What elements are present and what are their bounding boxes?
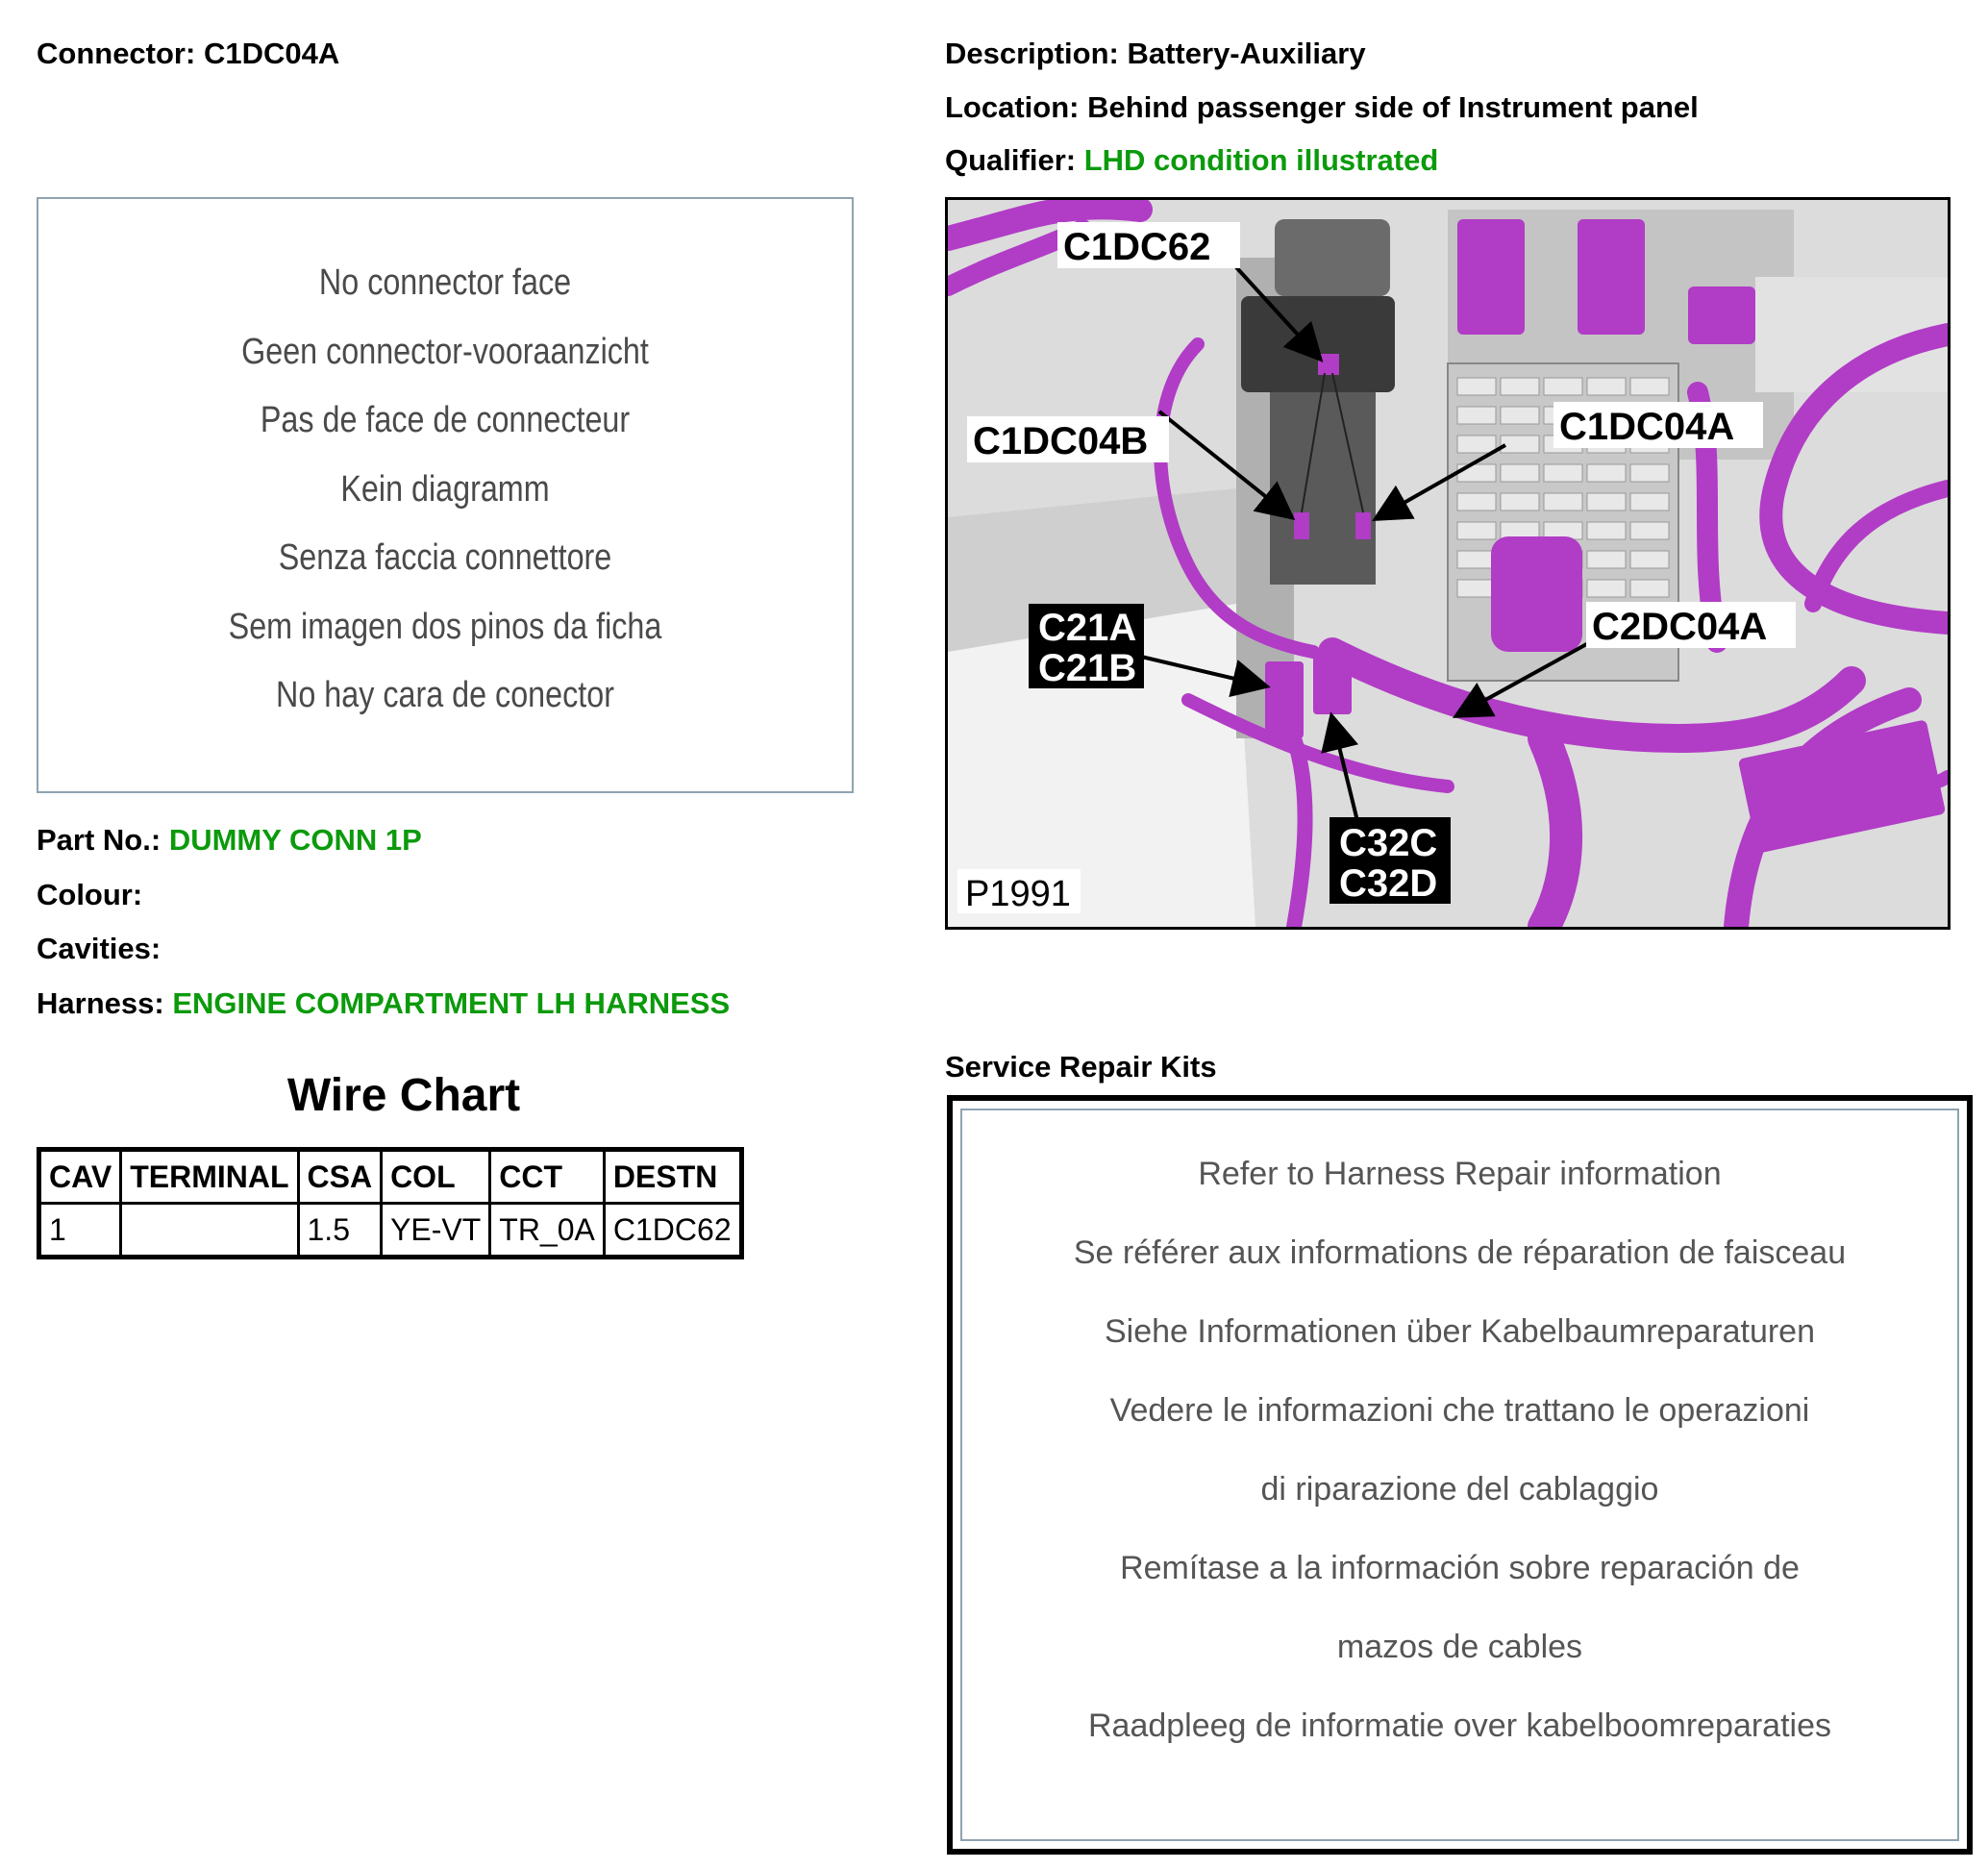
location-photo <box>945 197 1951 930</box>
no-face-line: Pas de face de connecteur <box>260 400 631 440</box>
description-field <box>945 37 1366 71</box>
label-c32c: C32C <box>1339 822 1438 864</box>
service-repair-kits-title: Service Repair Kits <box>945 1050 1217 1084</box>
no-face-line: Kein diagramm <box>340 468 550 510</box>
harness-label: Harness: <box>37 986 164 1020</box>
c21-part <box>1265 661 1304 738</box>
service-repair-kits-inner <box>960 1109 1959 1841</box>
location-value: Behind passenger side of Instrument panel <box>1087 90 1699 124</box>
connector-block-1 <box>1457 219 1525 335</box>
part-no-field <box>37 823 422 858</box>
large-magenta-connector <box>1491 536 1582 652</box>
label-c32d: C32D <box>1339 862 1438 905</box>
label-c1dc04a: C1DC04A <box>1559 406 1735 448</box>
cell-cav: 1 <box>39 1204 121 1258</box>
srk-line: di riparazione del cablaggio <box>1260 1471 1659 1508</box>
cavities-label: Cavities: <box>37 932 162 965</box>
label-c1dc62: C1DC62 <box>1063 226 1211 268</box>
qualifier-field <box>945 143 1438 178</box>
wire-chart-title: Wire Chart <box>286 1070 521 1121</box>
no-face-line: No hay cara de conector <box>276 675 614 715</box>
header-terminal: TERMINAL <box>121 1150 298 1204</box>
c32-part <box>1313 652 1352 714</box>
srk-line: Siehe Informationen über Kabelbaumreparaturen <box>1104 1313 1816 1350</box>
srk-line: mazos de cables <box>1336 1629 1583 1665</box>
location-label: Location: <box>945 90 1080 124</box>
location-field <box>945 90 1699 125</box>
srk-line: Vedere le informazioni che trattano le operazioni <box>1109 1392 1810 1429</box>
header-destn: DESTN <box>604 1150 741 1204</box>
srk-line: Remítase a la información sobre reparación de <box>1120 1550 1800 1586</box>
srk-line: Raadpleeg de informatie over kabelboomreparaties <box>1087 1707 1832 1744</box>
photo-reference: P1991 <box>965 874 1071 914</box>
connector-label: Connector: <box>37 37 196 70</box>
srk-line: Se référer aux informations de réparation de faisceau <box>1073 1234 1847 1271</box>
label-c1dc04b: C1DC04B <box>973 420 1149 462</box>
colour-field <box>37 878 142 912</box>
c1dc62-part <box>1318 354 1339 375</box>
harness-field <box>37 986 730 1021</box>
description-label: Description: <box>945 37 1119 70</box>
srk-line: Refer to Harness Repair information <box>1198 1156 1722 1192</box>
cell-cct: TR_0A <box>490 1204 605 1258</box>
no-face-line: Sem imagen dos pinos da ficha <box>228 606 662 647</box>
c1dc04a-part <box>1355 512 1371 539</box>
header-cct: CCT <box>490 1150 605 1204</box>
part-no-label: Part No.: <box>37 823 162 857</box>
cavities-field <box>37 932 161 966</box>
no-face-line: Senza faccia connettore <box>278 537 612 578</box>
c1dc04b-part <box>1294 512 1309 539</box>
cell-terminal <box>121 1204 298 1258</box>
location-illustration <box>948 200 1948 927</box>
cell-col: YE-VT <box>382 1204 490 1258</box>
part-no-value: DUMMY CONN 1P <box>168 823 422 857</box>
no-face-line: Geen connector-vooraanzicht <box>241 331 649 372</box>
connector-block-3 <box>1688 287 1755 344</box>
harness-value: ENGINE COMPARTMENT LH HARNESS <box>172 986 731 1020</box>
no-face-line: No connector face <box>318 262 572 303</box>
label-c2dc04a: C2DC04A <box>1592 606 1768 648</box>
cell-csa: 1.5 <box>298 1204 382 1258</box>
header-col: COL <box>382 1150 490 1204</box>
connector-block-2 <box>1578 219 1645 335</box>
no-connector-face-panel <box>37 197 854 793</box>
cell-destn: C1DC62 <box>604 1204 741 1258</box>
qualifier-label: Qualifier: <box>945 143 1077 177</box>
connector-value: C1DC04A <box>203 37 340 70</box>
top-bracket <box>1275 219 1390 296</box>
label-c21a: C21A <box>1038 607 1137 649</box>
wire-chart-header-row <box>39 1150 742 1204</box>
description-value: Battery-Auxiliary <box>1127 37 1366 70</box>
relay-box <box>1241 296 1395 392</box>
qualifier-value: LHD condition illustrated <box>1083 143 1439 177</box>
connector-housing <box>1270 392 1376 585</box>
table-row <box>39 1204 742 1258</box>
label-c21b: C21B <box>1038 647 1137 689</box>
header-csa: CSA <box>298 1150 382 1204</box>
service-repair-kits-panel <box>947 1095 1973 1855</box>
colour-label: Colour: <box>37 878 143 911</box>
header-cav: CAV <box>39 1150 121 1204</box>
wire-chart-table <box>37 1147 744 1259</box>
connector-field <box>37 37 339 71</box>
